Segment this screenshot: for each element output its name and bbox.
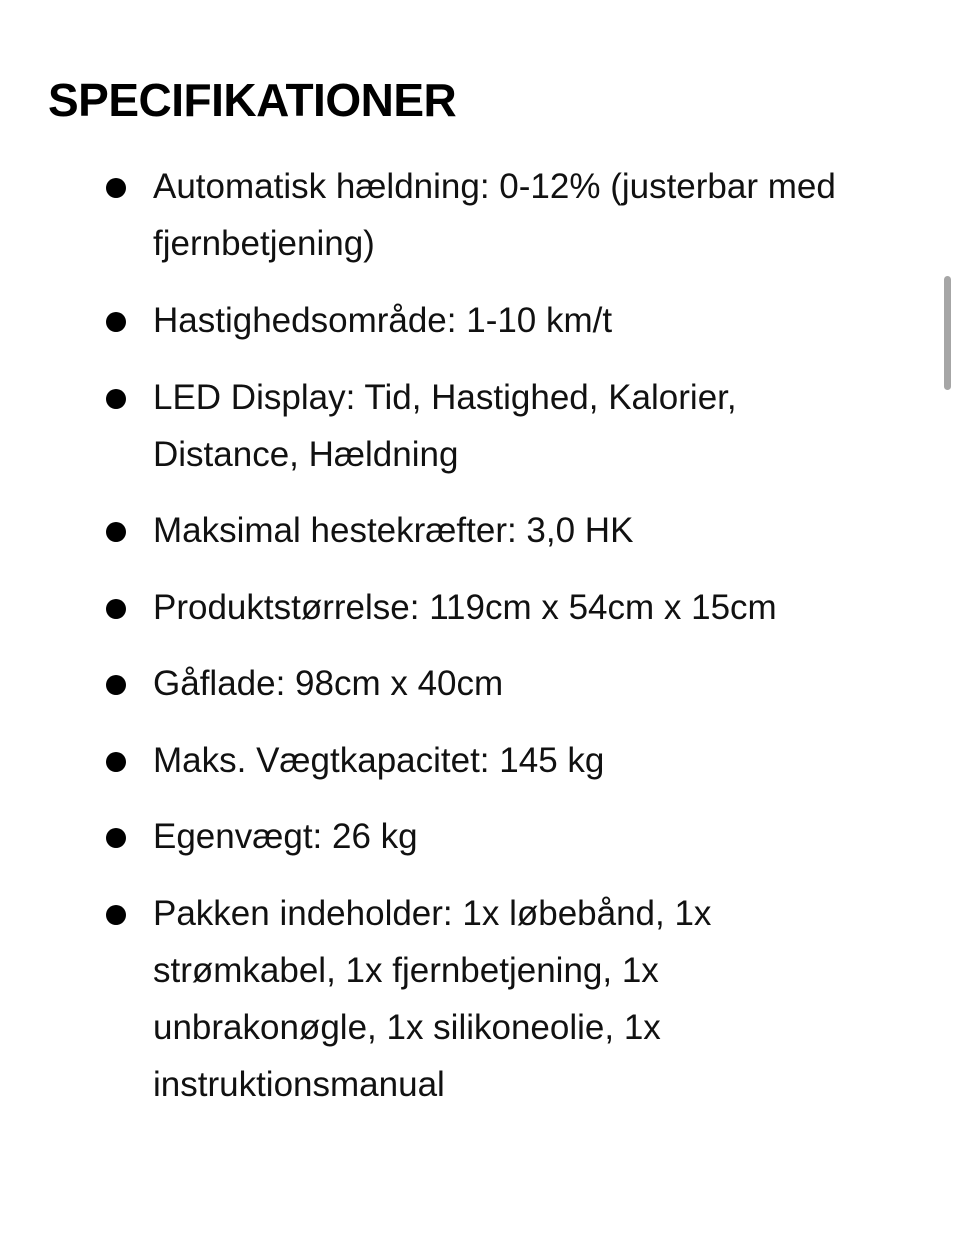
spec-text: Maks. Vægtkapacitet: 145 kg — [153, 741, 605, 780]
spec-text: Maksimal hestekræfter: 3,0 HK — [153, 511, 634, 550]
bullet-icon — [106, 905, 126, 925]
bullet-icon — [106, 389, 126, 409]
bullet-icon — [106, 675, 126, 695]
bullet-icon — [106, 522, 126, 542]
bullet-icon — [106, 178, 126, 198]
spec-text: Gåflade: 98cm x 40cm — [153, 664, 504, 703]
section-heading: SPECIFIKATIONER — [48, 74, 457, 126]
spec-text: LED Display: Tid, Hastighed, Kalorier, Distance, Hældning — [153, 378, 737, 474]
spec-text: Egenvægt: 26 kg — [153, 817, 418, 856]
spec-text: Hastighedsområde: 1-10 km/t — [153, 301, 613, 340]
scrollbar-thumb[interactable] — [944, 276, 951, 390]
spec-text: Automatisk hældning: 0-12% (justerbar med fjernbetjening) — [153, 167, 836, 263]
spec-text: Pakken indeholder: 1x løbebånd, 1x strømkabel, 1x fjernbetjening, 1x unbrakonøgle, 1x silikoneolie, 1x instruktionsmanual — [153, 894, 712, 1104]
spec-text: Produktstørrelse: 119cm x 54cm x 15cm — [153, 588, 777, 627]
bullet-icon — [106, 752, 126, 772]
bullet-icon — [106, 599, 126, 619]
bullet-icon — [106, 828, 126, 848]
bullet-icon — [106, 312, 126, 332]
